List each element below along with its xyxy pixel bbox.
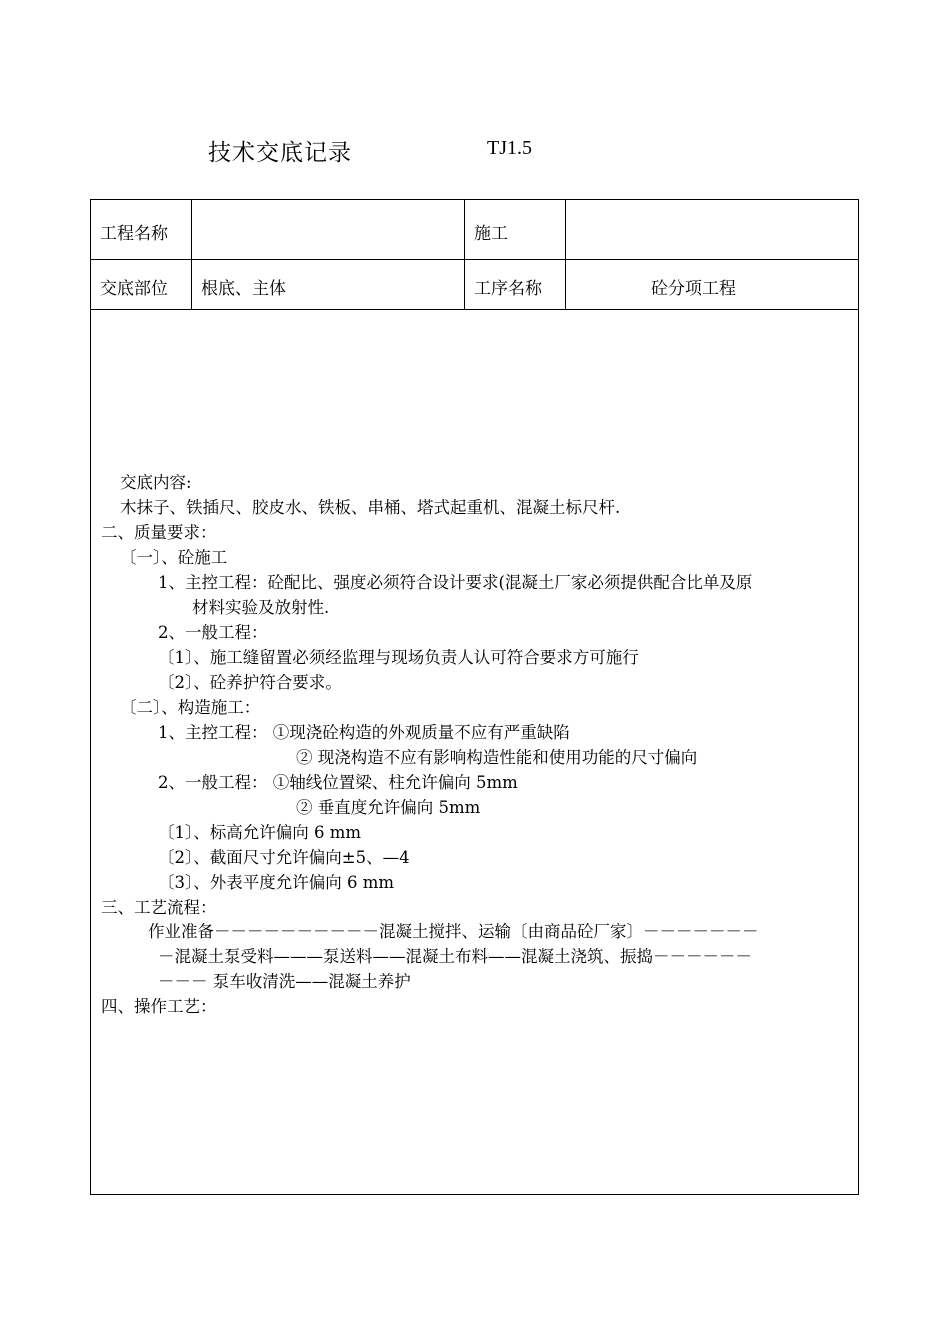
content-line: 四、操作工艺： [101,997,217,1016]
content-line: 〔1〕、施工缝留置必须经监理与现场负责人认可符合要求方可施行 [158,648,639,667]
content-line: 1、主控工程：砼配比、强度必须符合设计要求(混凝土厂家必须提供配合比单及原 [158,573,753,592]
content-line: 〔3〕、外表平度允许偏向 6 mm [158,873,395,892]
content-line: 三、工艺流程： [101,898,217,917]
table-col-divider [191,200,192,310]
document-title: 技术交底记录 [208,140,352,166]
table-row-divider [91,259,858,260]
disclosure-part-label: 交底部位 [100,279,168,299]
table-row-divider [91,309,858,310]
content-line: ② 垂直度允许偏向 5mm [296,798,481,817]
content-line: 2、一般工程： [158,623,268,642]
content-line: －－－ 泵车收清洗——混凝土养护 [158,972,411,991]
content-line: 〔2〕、截面尺寸允许偏向±5、—4 [158,848,410,867]
content-line: 材料实验及放射性. [192,598,330,617]
content-line: 木抹子、铁插尺、胶皮水、铁板、串桶、塔式起重机、混凝土标尺杆. [120,498,621,517]
content-line: 2、一般工程： ①轴线位置梁、柱允许偏向 5mm [158,773,518,792]
content-line: 1、主控工程： ①现浇砼构造的外观质量不应有严重缺陷 [158,723,570,742]
process-name-value: 砼分项工程 [651,279,736,299]
disclosure-part-value: 根底、主体 [201,279,286,299]
project-name-label: 工程名称 [100,224,168,244]
disclosure-table [90,199,859,1195]
document-code: TJ1.5 [487,137,532,159]
content-line: 二、质量要求： [101,523,217,542]
table-col-divider [565,200,566,310]
construction-label: 施工 [474,224,508,244]
process-name-label: 工序名称 [474,279,542,299]
table-col-divider [464,200,465,310]
content-line: 〔2〕、砼养护符合要求。 [158,673,342,692]
content-line: 〔1〕、标高允许偏向 6 mm [158,823,362,842]
content-line: 交底内容: [120,473,192,492]
content-line: 〔一〕、砼施工 [120,548,228,567]
content-line: 作业准备－－－－－－－－－－混凝土搅拌、运输〔由商品砼厂家〕－－－－－－－ [148,922,759,941]
content-line: －混凝土泵受料———泵送料——混凝土布料——混凝土浇筑、振捣－－－－－－ [158,947,752,966]
content-line: ② 现浇构造不应有影响构造性能和使用功能的尺寸偏向 [296,748,698,767]
content-line: 〔二〕、构造施工： [120,698,261,717]
